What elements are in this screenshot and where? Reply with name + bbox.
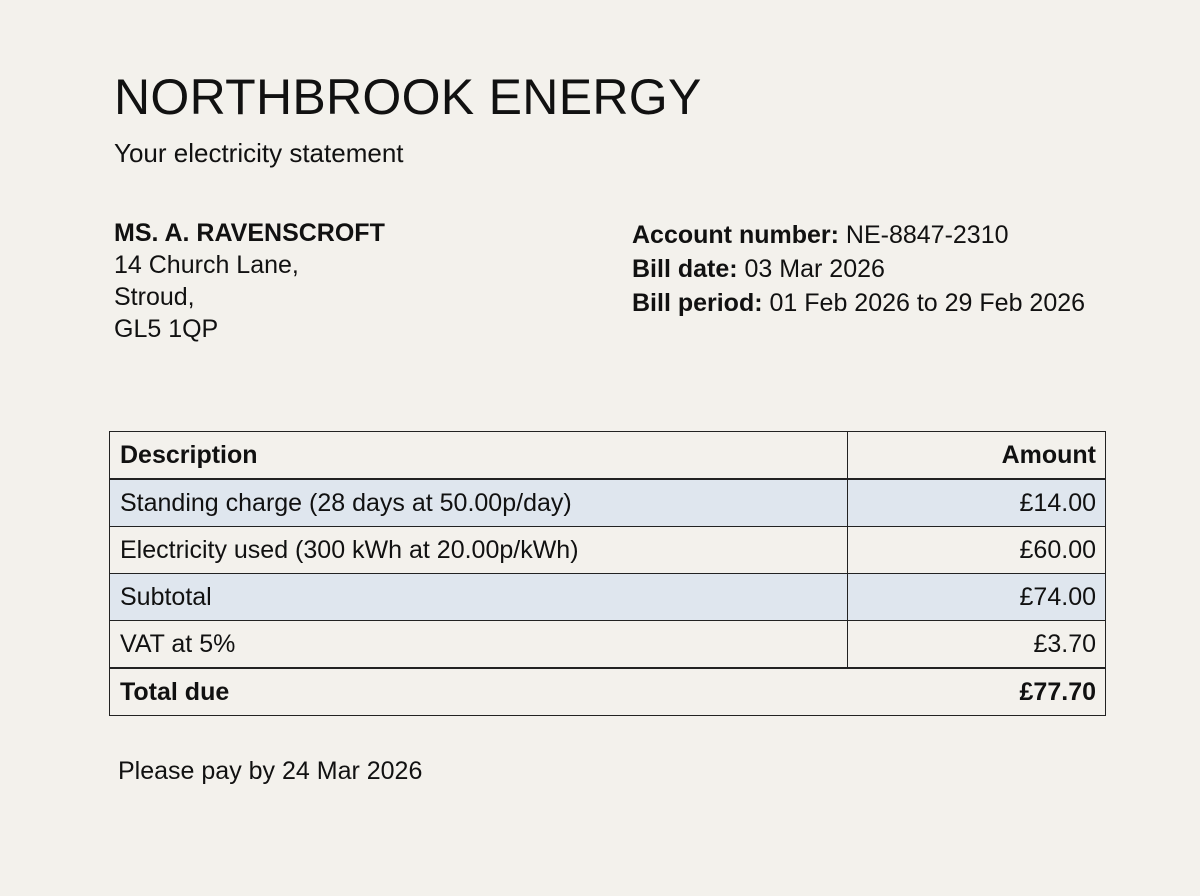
table-row (110, 527, 1106, 574)
row-amount: £74.00 (848, 574, 1106, 621)
bill-date-value: 03 Mar 2026 (744, 255, 885, 283)
column-header-description: Description (110, 432, 848, 480)
total-row (110, 668, 1106, 716)
address-line: 14 Church Lane, (114, 251, 299, 279)
row-description: VAT at 5% (110, 621, 848, 669)
address-postcode: GL5 1QP (114, 315, 219, 343)
account-number-label: Account number: (632, 221, 839, 249)
table-row (110, 574, 1106, 621)
customer-name: MS. A. RAVENSCROFT (114, 219, 385, 247)
statement-subtitle: Your electricity statement (114, 138, 404, 168)
column-header-amount: Amount (848, 432, 1106, 480)
total-label: Total due (110, 668, 848, 716)
bill-period-value: 01 Feb 2026 to 29 Feb 2026 (769, 289, 1086, 317)
total-amount: £77.70 (848, 668, 1106, 716)
row-amount: £3.70 (848, 621, 1106, 669)
account-number-value: NE-8847-2310 (845, 221, 1009, 249)
bill-period-row (632, 286, 1085, 320)
row-description: Subtotal (110, 574, 848, 621)
bill-date-label: Bill date: (632, 255, 738, 283)
company-name: NORTHBROOK ENERGY (114, 69, 702, 125)
account-details (632, 218, 1085, 320)
pay-by-note: Please pay by 24 Mar 2026 (118, 757, 423, 785)
row-description: Electricity used (300 kWh at 20.00p/kWh) (110, 527, 848, 574)
table-row (110, 621, 1106, 669)
customer-address-block (114, 217, 385, 345)
row-amount: £60.00 (848, 527, 1106, 574)
address-line: Stroud, (114, 283, 195, 311)
row-description: Standing charge (28 days at 50.00p/day) (110, 479, 848, 527)
bill-date-row (632, 252, 1085, 286)
charges-table (109, 431, 1106, 716)
row-amount: £14.00 (848, 479, 1106, 527)
bill-period-label: Bill period: (632, 289, 763, 317)
table-row (110, 479, 1106, 527)
table-header-row (110, 432, 1106, 480)
account-number-row (632, 218, 1085, 252)
